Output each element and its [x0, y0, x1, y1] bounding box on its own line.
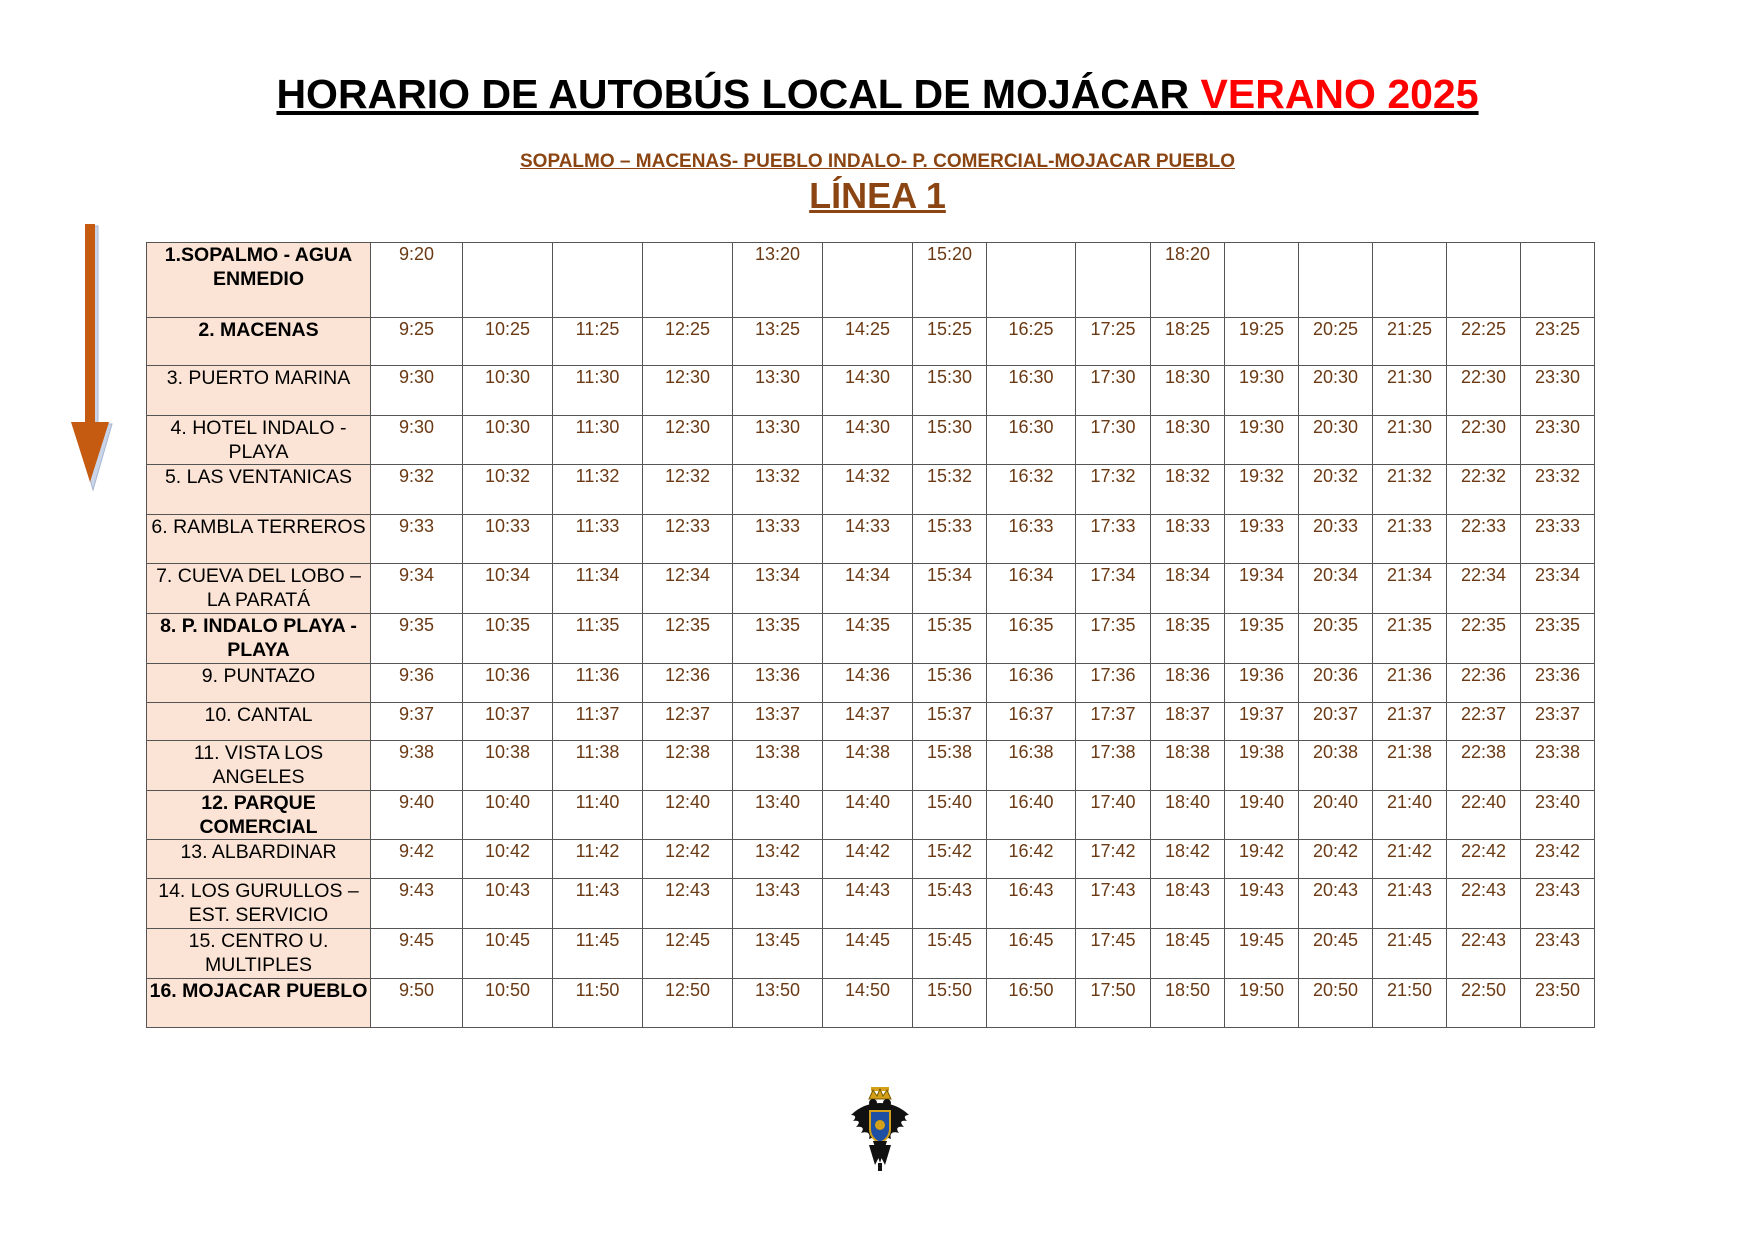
departure-time-cell: 15:43 [913, 879, 987, 929]
departure-time-cell: 17:32 [1076, 465, 1151, 515]
departure-time-cell: 19:30 [1225, 416, 1299, 465]
departure-time-cell: 12:38 [643, 741, 733, 791]
stop-name-cell: 10. CANTAL [147, 703, 371, 741]
departure-time-cell: 23:50 [1521, 979, 1595, 1028]
departure-time-cell: 19:43 [1225, 879, 1299, 929]
coat-of-arms-icon [847, 1085, 913, 1178]
departure-time-cell: 14:42 [823, 840, 913, 879]
departure-time-cell: 13:30 [733, 416, 823, 465]
departure-time-cell: 23:35 [1521, 614, 1595, 664]
departure-time-cell: 9:45 [371, 929, 463, 979]
departure-time-cell: 11:35 [553, 614, 643, 664]
departure-time-cell: 9:35 [371, 614, 463, 664]
table-row [147, 465, 1595, 515]
departure-time-cell: 16:37 [987, 703, 1076, 741]
departure-time-cell: 17:42 [1076, 840, 1151, 879]
title-main: HORARIO DE AUTOBÚS LOCAL DE MOJÁCAR [276, 71, 1201, 117]
departure-time-cell: 19:42 [1225, 840, 1299, 879]
departure-time-cell: 15:37 [913, 703, 987, 741]
departure-time-cell: 14:30 [823, 416, 913, 465]
stop-name-cell: 13. ALBARDINAR [147, 840, 371, 879]
departure-time-cell: 11:45 [553, 929, 643, 979]
departure-time-cell [463, 243, 553, 318]
departure-time-cell: 15:42 [913, 840, 987, 879]
departure-time-cell: 16:33 [987, 515, 1076, 564]
departure-time-cell: 18:42 [1151, 840, 1225, 879]
departure-time-cell: 17:38 [1076, 741, 1151, 791]
departure-time-cell: 13:45 [733, 929, 823, 979]
departure-time-cell: 23:33 [1521, 515, 1595, 564]
departure-time-cell: 9:43 [371, 879, 463, 929]
route-subtitle: SOPALMO – MACENAS- PUEBLO INDALO- P. COMERCIAL-MOJACAR PUEBLO [520, 151, 1235, 172]
departure-time-cell [1299, 243, 1373, 318]
departure-time-cell: 21:40 [1373, 791, 1447, 840]
departure-time-cell: 14:30 [823, 366, 913, 416]
departure-time-cell: 23:30 [1521, 366, 1595, 416]
departure-time-cell [987, 243, 1076, 318]
departure-time-cell: 16:50 [987, 979, 1076, 1028]
departure-time-cell: 13:32 [733, 465, 823, 515]
departure-time-cell: 15:40 [913, 791, 987, 840]
departure-time-cell: 16:36 [987, 664, 1076, 703]
departure-time-cell: 19:25 [1225, 318, 1299, 366]
departure-time-cell: 13:35 [733, 614, 823, 664]
departure-time-cell: 19:37 [1225, 703, 1299, 741]
departure-time-cell: 15:50 [913, 979, 987, 1028]
departure-time-cell: 22:50 [1447, 979, 1521, 1028]
table-row [147, 614, 1595, 664]
departure-time-cell: 9:36 [371, 664, 463, 703]
departure-time-cell: 22:37 [1447, 703, 1521, 741]
departure-time-cell: 21:35 [1373, 614, 1447, 664]
departure-time-cell: 19:50 [1225, 979, 1299, 1028]
departure-time-cell: 18:43 [1151, 879, 1225, 929]
departure-time-cell: 18:50 [1151, 979, 1225, 1028]
departure-time-cell: 11:40 [553, 791, 643, 840]
departure-time-cell: 12:42 [643, 840, 733, 879]
departure-time-cell: 16:40 [987, 791, 1076, 840]
departure-time-cell: 14:38 [823, 741, 913, 791]
departure-time-cell: 18:32 [1151, 465, 1225, 515]
departure-time-cell: 17:37 [1076, 703, 1151, 741]
departure-time-cell: 12:30 [643, 416, 733, 465]
departure-time-cell [1447, 243, 1521, 318]
departure-time-cell: 20:30 [1299, 416, 1373, 465]
departure-time-cell: 9:42 [371, 840, 463, 879]
table-row [147, 929, 1595, 979]
departure-time-cell: 10:30 [463, 366, 553, 416]
departure-time-cell: 14:50 [823, 979, 913, 1028]
departure-time-cell: 10:37 [463, 703, 553, 741]
departure-time-cell: 17:36 [1076, 664, 1151, 703]
departure-time-cell [1521, 243, 1595, 318]
departure-time-cell: 14:33 [823, 515, 913, 564]
table-row [147, 741, 1595, 791]
departure-time-cell: 22:40 [1447, 791, 1521, 840]
departure-time-cell: 23:32 [1521, 465, 1595, 515]
departure-time-cell [643, 243, 733, 318]
departure-time-cell: 14:43 [823, 879, 913, 929]
departure-time-cell: 9:40 [371, 791, 463, 840]
stop-name-cell: 12. PARQUE COMERCIAL [147, 791, 371, 840]
departure-time-cell: 19:45 [1225, 929, 1299, 979]
departure-time-cell: 20:33 [1299, 515, 1373, 564]
stop-name-cell: 14. LOS GURULLOS – EST. SERVICIO [147, 879, 371, 929]
departure-time-cell: 22:30 [1447, 366, 1521, 416]
departure-time-cell: 11:42 [553, 840, 643, 879]
departure-time-cell: 16:42 [987, 840, 1076, 879]
departure-time-cell: 21:25 [1373, 318, 1447, 366]
departure-time-cell: 10:36 [463, 664, 553, 703]
departure-time-cell: 20:42 [1299, 840, 1373, 879]
departure-time-cell: 15:33 [913, 515, 987, 564]
stop-name-cell: 9. PUNTAZO [147, 664, 371, 703]
title-highlight: VERANO 2025 [1200, 71, 1479, 117]
departure-time-cell: 11:43 [553, 879, 643, 929]
departure-time-cell: 12:43 [643, 879, 733, 929]
departure-time-cell: 17:25 [1076, 318, 1151, 366]
table-row [147, 703, 1595, 741]
departure-time-cell: 14:32 [823, 465, 913, 515]
departure-time-cell: 13:33 [733, 515, 823, 564]
departure-time-cell: 14:34 [823, 564, 913, 614]
stop-name-cell: 8. P. INDALO PLAYA - PLAYA [147, 614, 371, 664]
departure-time-cell: 9:38 [371, 741, 463, 791]
departure-time-cell [1225, 243, 1299, 318]
page-title [0, 70, 1755, 119]
down-arrow-icon [70, 222, 114, 497]
departure-time-cell: 23:37 [1521, 703, 1595, 741]
departure-time-cell: 11:32 [553, 465, 643, 515]
departure-time-cell: 19:36 [1225, 664, 1299, 703]
departure-time-cell: 20:30 [1299, 366, 1373, 416]
departure-time-cell: 23:25 [1521, 318, 1595, 366]
departure-time-cell: 23:43 [1521, 929, 1595, 979]
departure-time-cell: 17:30 [1076, 366, 1151, 416]
departure-time-cell: 22:33 [1447, 515, 1521, 564]
table-row [147, 564, 1595, 614]
departure-time-cell: 11:38 [553, 741, 643, 791]
departure-time-cell: 9:50 [371, 979, 463, 1028]
departure-time-cell: 23:40 [1521, 791, 1595, 840]
stop-name-cell: 5. LAS VENTANICAS [147, 465, 371, 515]
departure-time-cell: 12:45 [643, 929, 733, 979]
departure-time-cell: 21:38 [1373, 741, 1447, 791]
departure-time-cell: 10:43 [463, 879, 553, 929]
departure-time-cell: 11:30 [553, 416, 643, 465]
departure-time-cell: 10:40 [463, 791, 553, 840]
departure-time-cell: 18:30 [1151, 366, 1225, 416]
table-row [147, 979, 1595, 1028]
departure-time-cell: 17:43 [1076, 879, 1151, 929]
departure-time-cell: 23:38 [1521, 741, 1595, 791]
departure-time-cell: 22:35 [1447, 614, 1521, 664]
table-row [147, 791, 1595, 840]
departure-time-cell: 10:33 [463, 515, 553, 564]
departure-time-cell: 10:30 [463, 416, 553, 465]
departure-time-cell: 15:32 [913, 465, 987, 515]
departure-time-cell: 13:42 [733, 840, 823, 879]
departure-time-cell: 20:40 [1299, 791, 1373, 840]
departure-time-cell: 23:36 [1521, 664, 1595, 703]
departure-time-cell: 12:50 [643, 979, 733, 1028]
departure-time-cell: 11:36 [553, 664, 643, 703]
stop-name-cell: 11. VISTA LOS ANGELES [147, 741, 371, 791]
departure-time-cell: 9:33 [371, 515, 463, 564]
departure-time-cell: 18:35 [1151, 614, 1225, 664]
departure-time-cell: 21:37 [1373, 703, 1447, 741]
departure-time-cell: 15:36 [913, 664, 987, 703]
departure-time-cell: 22:36 [1447, 664, 1521, 703]
table-row [147, 515, 1595, 564]
departure-time-cell: 17:50 [1076, 979, 1151, 1028]
departure-time-cell: 9:37 [371, 703, 463, 741]
departure-time-cell: 14:36 [823, 664, 913, 703]
departure-time-cell: 20:36 [1299, 664, 1373, 703]
departure-time-cell: 22:32 [1447, 465, 1521, 515]
stop-name-cell: 4. HOTEL INDALO - PLAYA [147, 416, 371, 465]
departure-time-cell [553, 243, 643, 318]
departure-time-cell: 22:43 [1447, 879, 1521, 929]
departure-time-cell: 18:37 [1151, 703, 1225, 741]
departure-time-cell: 16:43 [987, 879, 1076, 929]
departure-time-cell: 13:40 [733, 791, 823, 840]
departure-time-cell: 13:34 [733, 564, 823, 614]
departure-time-cell: 12:34 [643, 564, 733, 614]
departure-time-cell: 23:43 [1521, 879, 1595, 929]
departure-time-cell: 17:40 [1076, 791, 1151, 840]
departure-time-cell: 17:45 [1076, 929, 1151, 979]
departure-time-cell: 12:32 [643, 465, 733, 515]
departure-time-cell: 21:36 [1373, 664, 1447, 703]
departure-time-cell: 21:30 [1373, 366, 1447, 416]
departure-time-cell: 13:50 [733, 979, 823, 1028]
departure-time-cell: 11:30 [553, 366, 643, 416]
departure-time-cell: 15:30 [913, 366, 987, 416]
stop-name-cell: 3. PUERTO MARINA [147, 366, 371, 416]
departure-time-cell: 12:40 [643, 791, 733, 840]
departure-time-cell: 16:38 [987, 741, 1076, 791]
departure-time-cell: 18:30 [1151, 416, 1225, 465]
departure-time-cell: 22:25 [1447, 318, 1521, 366]
departure-time-cell: 20:37 [1299, 703, 1373, 741]
departure-time-cell: 23:42 [1521, 840, 1595, 879]
departure-time-cell: 17:30 [1076, 416, 1151, 465]
departure-time-cell: 20:35 [1299, 614, 1373, 664]
departure-time-cell: 10:25 [463, 318, 553, 366]
departure-time-cell: 9:32 [371, 465, 463, 515]
departure-time-cell: 15:20 [913, 243, 987, 318]
departure-time-cell: 10:38 [463, 741, 553, 791]
departure-time-cell: 12:35 [643, 614, 733, 664]
departure-time-cell: 23:34 [1521, 564, 1595, 614]
departure-time-cell: 22:34 [1447, 564, 1521, 614]
departure-time-cell [1373, 243, 1447, 318]
departure-time-cell: 15:30 [913, 416, 987, 465]
departure-time-cell: 17:35 [1076, 614, 1151, 664]
departure-time-cell: 16:30 [987, 366, 1076, 416]
departure-time-cell: 23:30 [1521, 416, 1595, 465]
departure-time-cell: 22:30 [1447, 416, 1521, 465]
departure-time-cell: 13:38 [733, 741, 823, 791]
departure-time-cell: 13:36 [733, 664, 823, 703]
departure-time-cell: 19:34 [1225, 564, 1299, 614]
departure-time-cell: 14:37 [823, 703, 913, 741]
departure-time-cell: 11:50 [553, 979, 643, 1028]
departure-time-cell: 22:42 [1447, 840, 1521, 879]
departure-time-cell: 10:34 [463, 564, 553, 614]
departure-time-cell: 9:34 [371, 564, 463, 614]
table-row [147, 879, 1595, 929]
departure-time-cell: 19:40 [1225, 791, 1299, 840]
departure-time-cell: 12:37 [643, 703, 733, 741]
departure-time-cell: 17:33 [1076, 515, 1151, 564]
departure-time-cell: 18:38 [1151, 741, 1225, 791]
departure-time-cell: 14:35 [823, 614, 913, 664]
departure-time-cell: 14:25 [823, 318, 913, 366]
stop-name-cell: 15. CENTRO U. MULTIPLES [147, 929, 371, 979]
departure-time-cell: 9:30 [371, 416, 463, 465]
stop-name-cell: 16. MOJACAR PUEBLO [147, 979, 371, 1028]
departure-time-cell: 18:45 [1151, 929, 1225, 979]
departure-time-cell: 11:37 [553, 703, 643, 741]
departure-time-cell: 10:35 [463, 614, 553, 664]
departure-time-cell: 13:20 [733, 243, 823, 318]
stop-name-cell: 1.SOPALMO - AGUA ENMEDIO [147, 243, 371, 318]
departure-time-cell: 10:42 [463, 840, 553, 879]
departure-time-cell: 12:36 [643, 664, 733, 703]
departure-time-cell: 18:33 [1151, 515, 1225, 564]
stop-name-cell: 6. RAMBLA TERREROS [147, 515, 371, 564]
departure-time-cell: 21:42 [1373, 840, 1447, 879]
departure-time-cell [1076, 243, 1151, 318]
departure-time-cell: 21:50 [1373, 979, 1447, 1028]
departure-time-cell: 12:30 [643, 366, 733, 416]
table-row [147, 243, 1595, 318]
departure-time-cell: 9:20 [371, 243, 463, 318]
stop-name-cell: 7. CUEVA DEL LOBO – LA PARATÁ [147, 564, 371, 614]
departure-time-cell: 21:33 [1373, 515, 1447, 564]
departure-time-cell: 11:34 [553, 564, 643, 614]
departure-time-cell: 16:25 [987, 318, 1076, 366]
departure-time-cell: 18:34 [1151, 564, 1225, 614]
stop-name-cell: 2. MACENAS [147, 318, 371, 366]
departure-time-cell: 20:38 [1299, 741, 1373, 791]
departure-time-cell: 20:50 [1299, 979, 1373, 1028]
departure-time-cell: 18:25 [1151, 318, 1225, 366]
line-label: LÍNEA 1 [809, 175, 946, 216]
departure-time-cell: 9:25 [371, 318, 463, 366]
departure-time-cell: 16:32 [987, 465, 1076, 515]
departure-time-cell: 14:40 [823, 791, 913, 840]
departure-time-cell: 12:25 [643, 318, 733, 366]
departure-time-cell: 10:50 [463, 979, 553, 1028]
departure-time-cell: 20:32 [1299, 465, 1373, 515]
departure-time-cell: 19:30 [1225, 366, 1299, 416]
departure-time-cell: 18:40 [1151, 791, 1225, 840]
departure-time-cell: 15:34 [913, 564, 987, 614]
departure-time-cell: 12:33 [643, 515, 733, 564]
departure-time-cell: 13:30 [733, 366, 823, 416]
departure-time-cell: 21:32 [1373, 465, 1447, 515]
departure-time-cell: 11:33 [553, 515, 643, 564]
departure-time-cell: 14:45 [823, 929, 913, 979]
departure-time-cell: 19:33 [1225, 515, 1299, 564]
departure-time-cell: 13:43 [733, 879, 823, 929]
departure-time-cell: 10:32 [463, 465, 553, 515]
departure-time-cell: 16:35 [987, 614, 1076, 664]
departure-time-cell: 16:34 [987, 564, 1076, 614]
table-row [147, 840, 1595, 879]
departure-time-cell: 21:43 [1373, 879, 1447, 929]
departure-time-cell: 16:45 [987, 929, 1076, 979]
departure-time-cell: 21:34 [1373, 564, 1447, 614]
departure-time-cell: 10:45 [463, 929, 553, 979]
table-row [147, 416, 1595, 465]
departure-time-cell: 16:30 [987, 416, 1076, 465]
departure-time-cell: 18:20 [1151, 243, 1225, 318]
departure-time-cell: 19:38 [1225, 741, 1299, 791]
table-row [147, 318, 1595, 366]
departure-time-cell: 15:35 [913, 614, 987, 664]
departure-time-cell: 20:25 [1299, 318, 1373, 366]
departure-time-cell: 21:30 [1373, 416, 1447, 465]
departure-time-cell: 15:25 [913, 318, 987, 366]
departure-time-cell: 15:45 [913, 929, 987, 979]
departure-time-cell: 11:25 [553, 318, 643, 366]
departure-time-cell: 18:36 [1151, 664, 1225, 703]
departure-time-cell: 15:38 [913, 741, 987, 791]
departure-time-cell: 17:34 [1076, 564, 1151, 614]
departure-time-cell: 22:43 [1447, 929, 1521, 979]
departure-time-cell: 20:34 [1299, 564, 1373, 614]
departure-time-cell: 13:37 [733, 703, 823, 741]
departure-time-cell: 22:38 [1447, 741, 1521, 791]
departure-time-cell: 20:43 [1299, 879, 1373, 929]
table-row [147, 366, 1595, 416]
departure-time-cell: 19:32 [1225, 465, 1299, 515]
departure-time-cell: 19:35 [1225, 614, 1299, 664]
schedule-table [146, 242, 1595, 1028]
departure-time-cell: 9:30 [371, 366, 463, 416]
table-row [147, 664, 1595, 703]
departure-time-cell: 21:45 [1373, 929, 1447, 979]
departure-time-cell: 20:45 [1299, 929, 1373, 979]
departure-time-cell: 13:25 [733, 318, 823, 366]
departure-time-cell [823, 243, 913, 318]
